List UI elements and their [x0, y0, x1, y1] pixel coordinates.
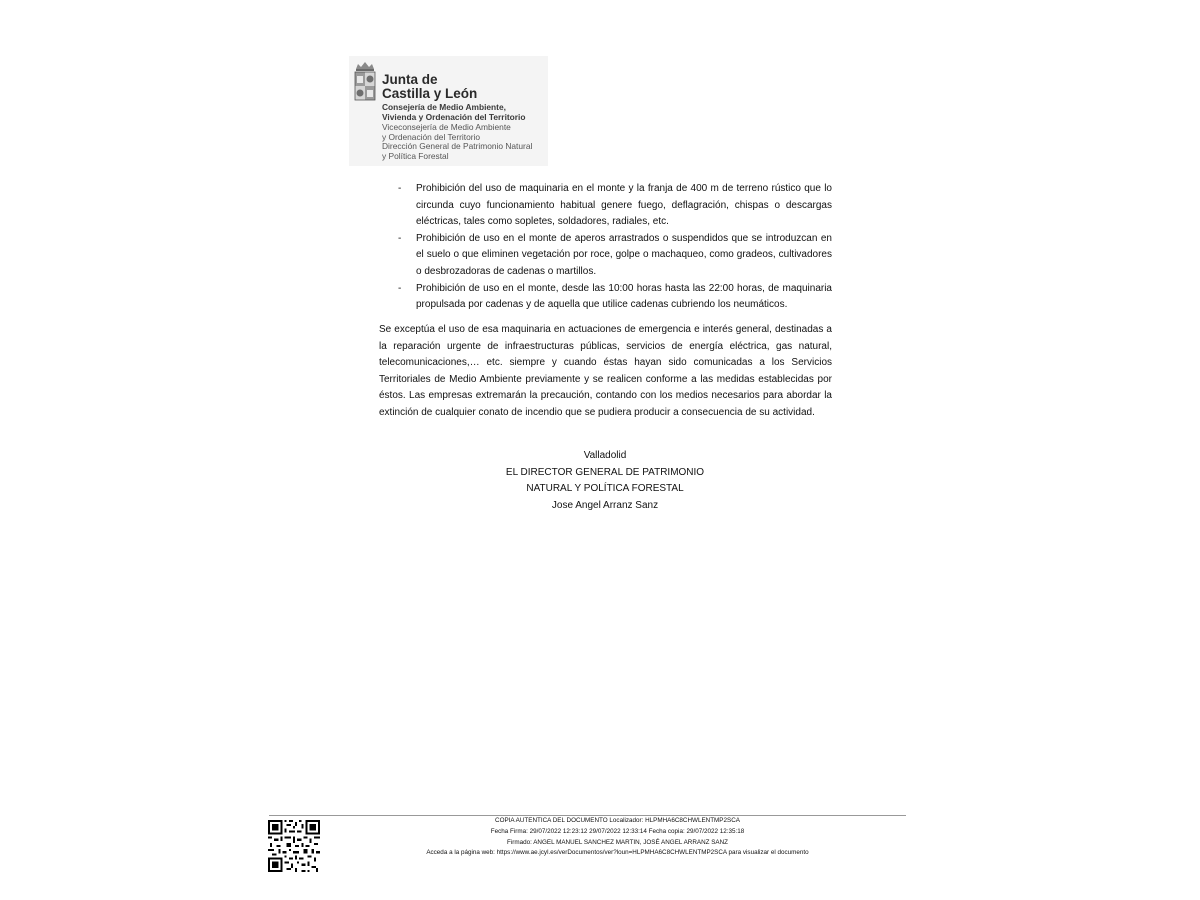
signatory-title-line2: NATURAL Y POLÍTICA FORESTAL	[526, 483, 684, 495]
letterhead-logo	[349, 56, 548, 166]
footer-signers: Firmado: ANGEL MANUEL SANCHEZ MARTIN, JOSÉ ANGEL ARRANZ SANZ	[506, 838, 729, 846]
list-item-text: Prohibición del uso de maquinaria en el monte y la franja de 400 m de terreno rústico que lo circunda cuyo funcionamiento habitual genere fuego, deflagración, chispas o descargas eléctricas, tales como sopletes, soldadores, radiales, etc.	[416, 183, 832, 228]
list-item-text: Prohibición de uso en el monte, desde las 10:00 horas hasta las 22:00 horas, de maquinaria propulsada por cadenas y de aquella que utilice cadenas cubriendo los neumáticos.	[416, 282, 832, 311]
footer-signature-dates: Fecha Firma: 29/07/2022 12:23:12 29/07/2022 12:33:14 Fecha copia: 29/07/2022 12:35:18	[490, 827, 745, 835]
bullet-dash: -	[398, 282, 402, 294]
signature-block	[460, 448, 750, 514]
qr-code-icon	[268, 820, 320, 872]
prohibition-list	[398, 181, 832, 314]
list-item	[398, 281, 832, 314]
exception-paragraph: Se exceptúa el uso de esa maquinaria en actuaciones de emergencia e interés general, destinadas a la reparación urgente de infraestructuras públicas, servicios de energía eléctrica, gas natural, telecomunicaciones,… etc. siempre y cuando éstas hayan sido comunicadas a los Servicios Territoriales de Medio Ambiente previamente y se realicen conforme a las medidas establecidas por éstos. Las empresas extremarán la precaución, contando con los medios necesarios para abordar la extinción de cualquier conato de incendio que se pudiera producir a consecuencia de su actividad.	[379, 324, 832, 418]
institution-name-line2: Castilla y León	[382, 86, 478, 101]
subunit-names: Viceconsejería de Medio Ambiente y Ordenación del Territorio Dirección General de Patrimonio Natural y Política Forestal	[382, 122, 533, 161]
list-item-text: Prohibición de uso en el monte de aperos arrastrados o suspendidos que se introduzcan en el suelo o que eliminen vegetación por roce, golpe o machaqueo, como gradeos, cultivadores o desbrozadoras de cadenas o martillos.	[416, 232, 832, 277]
bullet-dash: -	[398, 232, 402, 244]
coat-of-arms-icon	[352, 61, 378, 105]
signatory-title-line1: EL DIRECTOR GENERAL DE PATRIMONIO	[505, 466, 705, 478]
bullet-dash: -	[398, 183, 402, 194]
institution-name	[382, 73, 542, 101]
list-item	[398, 231, 832, 281]
footer-authentic-copy: COPIA AUTENTICA DEL DOCUMENTO Localizador: HLPMHA6C8CHWLENTMP2SCA	[495, 817, 740, 824]
document-verification-info	[340, 816, 895, 859]
signatory-name: Jose Angel Arranz Sanz	[551, 499, 659, 511]
department-name: Consejería de Medio Ambiente, Vivienda y Ordenación del Territorio	[382, 102, 526, 122]
list-item	[398, 181, 832, 231]
institution-name-line1: Junta de	[382, 72, 438, 87]
signature-place: Valladolid	[583, 450, 627, 461]
footer-verification-url[interactable]: Acceda a la página web: https://www.ae.jcyl.es/verDocumentos/ver?loun=HLPMHA6C8CHWLENTMP2SCA para visualizar el documento	[426, 849, 809, 857]
